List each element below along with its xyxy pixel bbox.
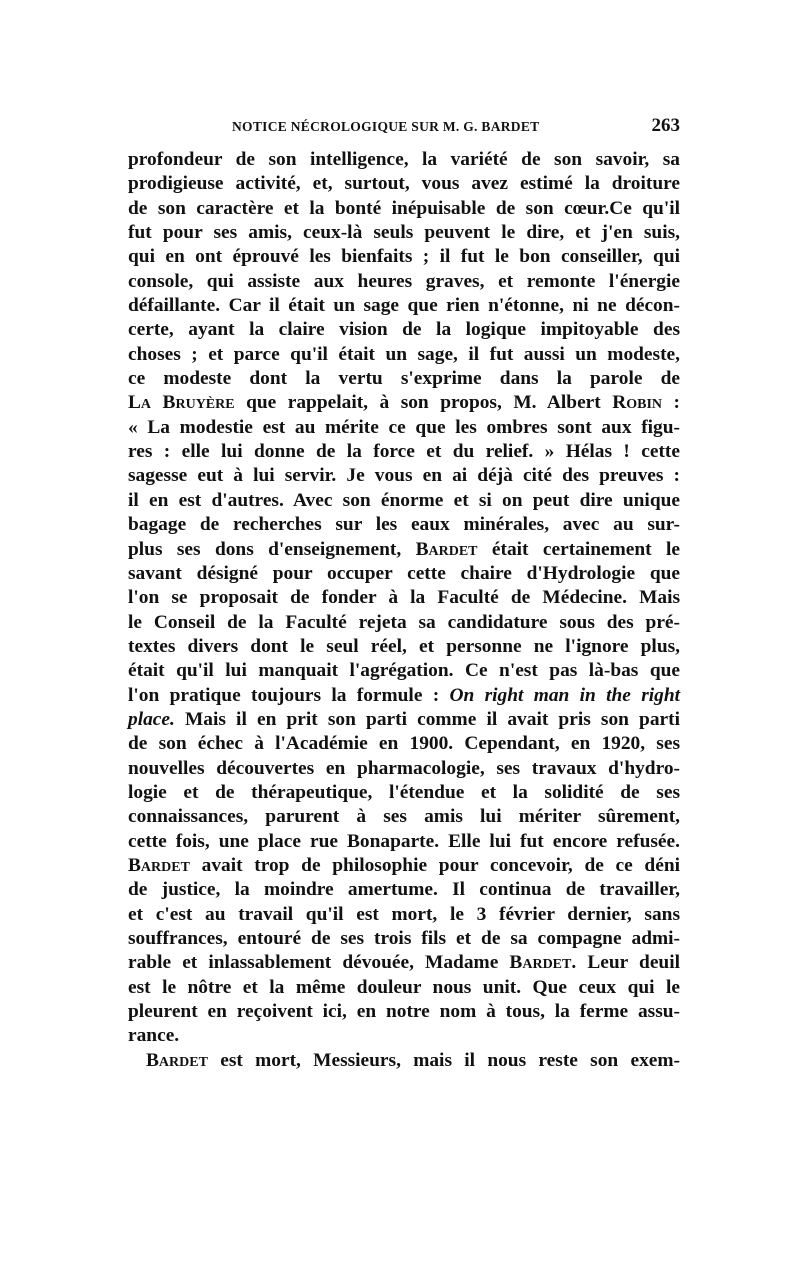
text-line: était qu'il lui manquait l'agrégation. Ce n'est pas là-bas que xyxy=(128,660,680,682)
text-fragment: Mais il en prit son parti comme il avait pris son parti xyxy=(174,708,680,730)
text-fragment: plus ses dons d'enseignement, xyxy=(128,538,416,560)
italic-quote: On right man in the right xyxy=(449,684,680,706)
running-head xyxy=(128,116,680,138)
text-line xyxy=(128,538,680,562)
text-line: l'on se proposait de fonder à la Faculté de Médecine. Mais xyxy=(128,587,680,609)
text-line: savant désigné pour occuper cette chaire d'Hydrologie que xyxy=(128,562,680,584)
text-line xyxy=(128,1049,680,1073)
text-line: ce modeste dont la vertu s'exprime dans la parole de xyxy=(128,368,680,390)
running-title: NOTICE NÉCROLOGIQUE SUR M. G. BARDET xyxy=(232,119,540,134)
page-number: 263 xyxy=(651,115,680,136)
text-line: il en est d'autres. Avec son énorme et si on peut dire unique xyxy=(128,489,680,511)
text-line: choses ; et parce qu'il était un sage, il fut aussi un modeste, xyxy=(128,343,680,365)
text-line: sagesse eut à lui servir. Je vous en ai déjà cité des preuves : xyxy=(128,465,680,487)
text-line xyxy=(128,391,680,415)
text-fragment: est mort, Messieurs, mais il nous reste son exem- xyxy=(207,1049,680,1071)
text-line: console, qui assiste aux heures graves, et remonte l'énergie xyxy=(128,270,680,292)
text-line: rance. xyxy=(128,1025,180,1047)
person-name: Bardet xyxy=(415,538,478,560)
text-line xyxy=(128,708,680,732)
text-line: nouvelles découvertes en pharmacologie, ses travaux d'hydro- xyxy=(128,757,680,779)
text-line: est le nôtre et la même douleur nous unit. Que ceux qui le xyxy=(128,976,680,998)
text-line: textes divers dont le seul réel, et personne ne l'ignore plus, xyxy=(128,635,680,657)
book-page xyxy=(128,116,680,1073)
text-line: cette fois, une place rue Bonaparte. Elle lui fut encore refusée. xyxy=(128,830,680,852)
text-fragment: . Leur deuil xyxy=(571,952,680,974)
person-name: Bardet xyxy=(509,952,572,974)
body-text xyxy=(128,148,680,1073)
person-name: Bardet xyxy=(128,854,190,876)
text-line: le Conseil de la Faculté rejeta sa candidature sous des pré- xyxy=(128,611,680,633)
text-line: qui en ont éprouvé les bienfaits ; il fut le bon conseiller, qui xyxy=(128,246,680,268)
text-line: bagage de recherches sur les eaux minérales, avec au sur- xyxy=(128,514,680,536)
text-fragment: : xyxy=(662,392,680,414)
text-line: profondeur de son intelligence, la variété de son savoir, sa xyxy=(128,149,680,170)
text-fragment: avait trop de philosophie pour concevoir, de ce déni xyxy=(189,854,680,876)
italic-quote: place. xyxy=(128,708,175,730)
text-line: prodigieuse activité, et, surtout, vous avez estimé la droiture xyxy=(128,173,680,195)
text-line: logie et de thérapeutique, l'étendue et la solidité de ses xyxy=(128,781,680,803)
text-line: défaillante. Car il était un sage que rien n'étonne, ni ne décon- xyxy=(128,295,680,317)
text-fragment: rable et inlassablement dévouée, Madame xyxy=(128,952,510,974)
text-line: certe, ayant la claire vision de la logique impitoyable des xyxy=(128,319,680,341)
person-name: Robin xyxy=(612,392,663,414)
text-line: « La modestie est au mérite ce que les ombres sont aux figu- xyxy=(128,416,680,438)
text-line xyxy=(128,854,680,878)
text-line: connaissances, parurent à ses amis lui mériter sûrement, xyxy=(128,806,680,828)
text-line xyxy=(128,684,680,708)
text-line xyxy=(128,951,680,975)
text-line: et c'est au travail qu'il est mort, le 3 février dernier, sans xyxy=(128,903,680,925)
text-line: de son caractère et la bonté inépuisable de son cœur.Ce qu'il xyxy=(128,197,680,219)
text-line: de son échec à l'Académie en 1900. Cependant, en 1920, ses xyxy=(128,733,680,755)
text-line: pleurent en reçoivent ici, en notre nom à tous, la ferme assu- xyxy=(128,1001,680,1023)
text-fragment: était certainement le xyxy=(477,538,680,560)
text-fragment: que rappelait, à son propos, M. Albert xyxy=(234,392,613,414)
text-line: fut pour ses amis, ceux-là seuls peuvent le dire, et j'en suis, xyxy=(128,222,680,244)
text-fragment: l'on pratique toujours la formule : xyxy=(128,684,450,706)
text-line: res : elle lui donne de la force et du relief. » Hélas ! cette xyxy=(128,441,680,463)
person-name: Bardet xyxy=(146,1049,208,1071)
text-line: de justice, la moindre amertume. Il continua de travailler, xyxy=(128,879,680,901)
text-line: souffrances, entouré de ses trois fils et de sa compagne admi- xyxy=(128,928,680,949)
author-name: La Bruyère xyxy=(128,392,235,414)
